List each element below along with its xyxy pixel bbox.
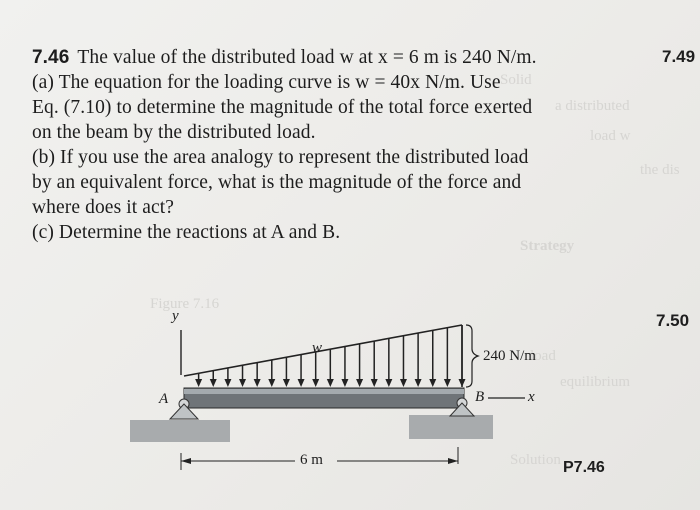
load-arrows: [195, 325, 465, 387]
load-arrow-head: [327, 379, 334, 387]
problem-line-6: by an equivalent force, what is the magnitude of the force and: [32, 172, 522, 193]
load-arrow-head: [415, 379, 422, 387]
load-arrow-head: [459, 379, 466, 387]
load-magnitude-label: 240 N/m: [483, 348, 536, 364]
load-arrow-head: [210, 379, 217, 387]
load-arrow-head: [371, 379, 378, 387]
ground-left: [130, 420, 230, 442]
load-arrow-head: [444, 379, 451, 387]
beam-highlight: [184, 389, 464, 394]
w-label: w: [312, 340, 323, 356]
next-problem-number: 7.49: [662, 47, 696, 66]
load-arrow-head: [400, 379, 407, 387]
load-arrow-head: [195, 379, 202, 387]
load-arrow-head: [312, 379, 319, 387]
load-arrow-head: [224, 379, 231, 387]
dim-arrow-left: [181, 458, 191, 464]
problem-line-2: (a) The equation for the loading curve is w = 40x N/m. Use: [32, 72, 501, 93]
point-b-label: B: [475, 389, 485, 405]
x-axis-label: x: [528, 389, 535, 405]
problem-number: 7.46: [32, 47, 70, 68]
problem-line-4: on the beam by the distributed load.: [32, 122, 316, 143]
problem-line-1: 7.46 The value of the distributed load w at x = 6 m is 240 N/m.: [32, 47, 537, 68]
problem-line-8: (c) Determine the reactions at A and B.: [32, 222, 341, 243]
ground-right: [409, 415, 493, 439]
point-a-label: A: [159, 391, 169, 407]
load-arrow-head: [239, 379, 246, 387]
span-label: 6 m: [300, 452, 323, 468]
load-arrow-head: [356, 379, 363, 387]
load-arrow-head: [298, 379, 305, 387]
load-arrow-head: [283, 379, 290, 387]
problem-7-50-number: 7.50: [656, 311, 690, 330]
dim-arrow-right: [448, 458, 458, 464]
load-arrow-head: [341, 379, 348, 387]
load-arrow-head: [385, 379, 392, 387]
load-curve-line: [184, 325, 462, 376]
load-brace: [466, 325, 478, 387]
problem-line-3: Eq. (7.10) to determine the magnitude of the total force exerted: [32, 97, 533, 118]
load-arrow-head: [268, 379, 275, 387]
figure-id: P7.46: [563, 459, 605, 476]
load-arrow-head: [254, 379, 261, 387]
load-arrow-head: [429, 379, 436, 387]
problem-line-5: (b) If you use the area analogy to represent the distributed load: [32, 147, 529, 168]
problem-line-7: where does it act?: [32, 197, 175, 218]
y-axis-label: y: [172, 308, 179, 324]
